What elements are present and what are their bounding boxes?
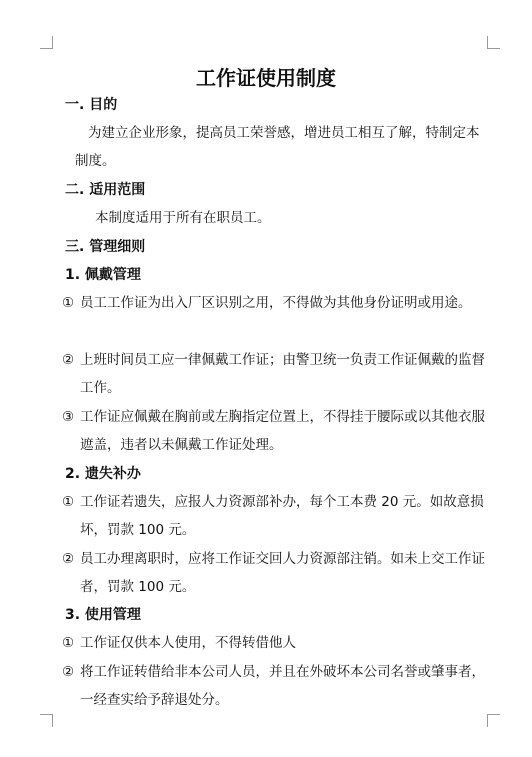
document-title: 工作证使用制度 bbox=[196, 66, 336, 90]
item-number: ① bbox=[62, 295, 75, 311]
item-number: ① bbox=[62, 635, 75, 651]
section-heading-rules: 三. 管理细则 bbox=[65, 239, 146, 255]
list-item bbox=[62, 545, 490, 601]
list-item bbox=[62, 346, 490, 402]
list-item bbox=[62, 658, 490, 714]
item-text: 上班时间员工应一律佩戴工作证；由警卫统一负责工作证佩戴的监督工作。 bbox=[80, 352, 485, 396]
subsection-heading-loss: 2. 遗失补办 bbox=[65, 466, 141, 482]
item-number: ② bbox=[62, 352, 75, 368]
item-text: 将工作证转借给非本公司人员，并且在外破坏本公司名誉或肇事者，一经查实给予辞退处分。 bbox=[80, 664, 485, 708]
item-number: ① bbox=[62, 494, 75, 510]
list-item bbox=[62, 289, 490, 317]
subsection-heading-wearing: 1. 佩戴管理 bbox=[65, 267, 141, 283]
corner-mark-top-left bbox=[40, 36, 53, 49]
corner-mark-top-right bbox=[487, 36, 500, 49]
item-text: 工作证仅供本人使用，不得转借他人 bbox=[80, 635, 296, 651]
corner-mark-bottom-right bbox=[487, 714, 500, 727]
item-number: ② bbox=[62, 551, 75, 567]
subsection-heading-usage: 3. 使用管理 bbox=[65, 607, 141, 623]
list-item bbox=[62, 488, 490, 544]
list-item bbox=[62, 629, 490, 657]
section-heading-scope: 二. 适用范围 bbox=[65, 182, 146, 198]
item-text: 工作证应佩戴在胸前或左胸指定位置上，不得挂于腰际或以其他衣服遮盖，违者以未佩戴工作证处理。 bbox=[80, 409, 485, 453]
purpose-paragraph: 为建立企业形象，提高员工荣誉感，增进员工相互了解，特制定本制度。 bbox=[75, 125, 480, 169]
section-heading-purpose: 一. 目的 bbox=[65, 97, 118, 113]
item-number: ③ bbox=[62, 409, 75, 425]
scope-paragraph: 本制度适用于所有在职员工。 bbox=[95, 210, 271, 226]
item-number: ② bbox=[62, 664, 75, 680]
item-text: 工作证若遗失，应报人力资源部补办，每个工本费 20 元。如故意损坏，罚款 100 元。 bbox=[80, 494, 484, 538]
list-item bbox=[62, 403, 490, 459]
item-text: 员工办理离职时，应将工作证交回人力资源部注销。如未上交工作证者，罚款 100 元。 bbox=[80, 551, 485, 595]
corner-mark-bottom-left bbox=[40, 714, 53, 727]
item-text: 员工工作证为出入厂区识别之用，不得做为其他身份证明或用途。 bbox=[80, 295, 472, 311]
